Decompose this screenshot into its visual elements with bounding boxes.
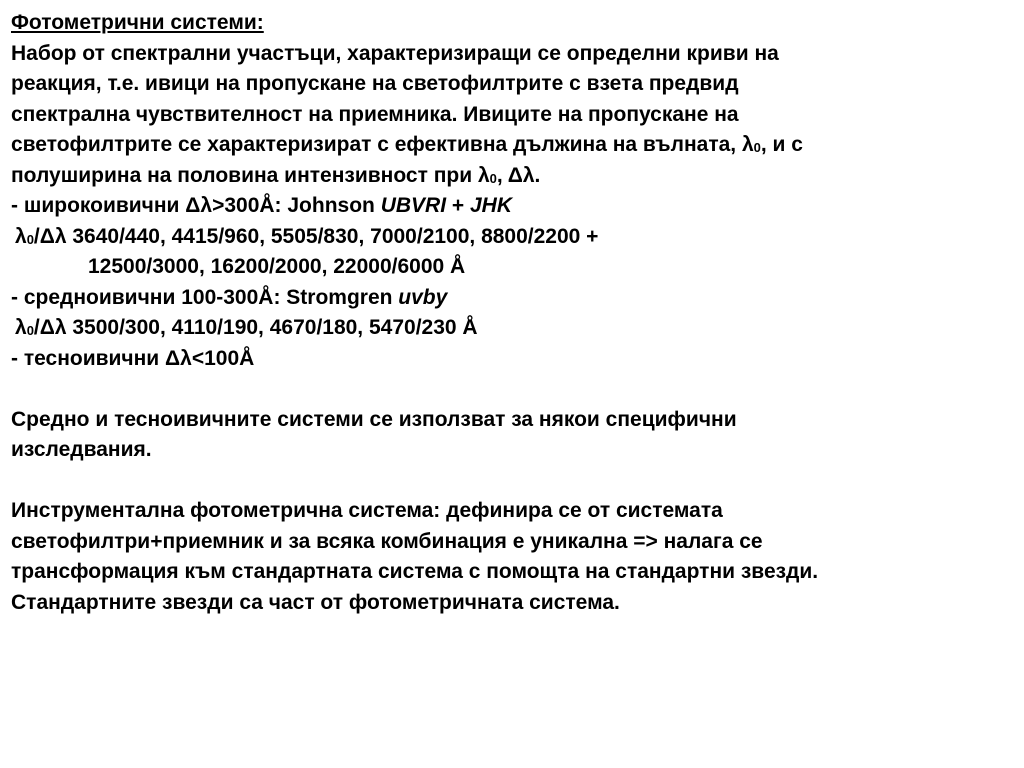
intro-line-2: реакция, т.е. ивици на пропускане на светофилтрите с взета предвид: [11, 72, 739, 95]
spacer: [11, 374, 1016, 405]
paragraph2-line-2: изследвания.: [11, 438, 152, 461]
broadband-lambda: λ: [15, 224, 27, 248]
paragraph2-line-1: Средно и тесноивичните системи се използват за някои специфични: [11, 407, 737, 431]
spacer: [11, 466, 1016, 497]
mediumband-text: - средноивични 100-300Å: Stromgren: [11, 285, 399, 309]
mediumband-lambda: λ: [15, 316, 27, 339]
intro-line-5-tail: , Δλ.: [496, 163, 541, 187]
paragraph3-line-3: трансформация към стандартната система с помощта на стандартни звезди.: [11, 560, 819, 583]
narrowband-line: - тесноивични Δλ<100Å: [11, 346, 255, 370]
slide-content: [11, 8, 1016, 618]
mediumband-values: /Δλ 3500/300, 4110/190, 4670/180, 5470/230 Å: [33, 316, 478, 339]
intro-line-5-text: полуширина на половина интензивност при λ: [11, 163, 490, 187]
broadband-values-1: /Δλ 3640/440, 4415/960, 5505/830, 7000/2100, 8800/2200 +: [33, 224, 599, 248]
paragraph3-line-1: Инструментална фотометрична система: дефинира се от системата: [11, 499, 723, 522]
intro-line-4-text: светофилтрите се характеризират с ефективна дължина на вълната, λ: [11, 133, 754, 156]
broadband-text: - широкоивични Δλ>300Å: Johnson: [11, 194, 381, 217]
lambda-subscript: 0: [26, 231, 34, 247]
broadband-system-ubvri: UBVRI: [380, 194, 447, 217]
broadband-values-line-1: [11, 222, 1016, 253]
intro-line-4-tail: , и с: [760, 133, 803, 156]
lambda-subscript: 0: [489, 170, 497, 186]
broadband-values-line-2: 12500/3000, 16200/2000, 22000/6000 Å: [88, 255, 466, 278]
broadband-line: [11, 191, 1016, 222]
mediumband-values-line: [11, 313, 1016, 344]
mediumband-line: [11, 283, 1016, 314]
broadband-plus: +: [446, 194, 470, 217]
intro-line-4: [11, 130, 1016, 161]
slide-title: Фотометрични системи:: [11, 11, 264, 34]
lambda-subscript: 0: [753, 140, 761, 155]
intro-line-5: [11, 161, 1016, 192]
paragraph3-line-4: Стандартните звезди са част от фотометричната система.: [11, 590, 620, 614]
intro-line-1: Набор от спектрални участъци, характеризиращи се определни криви на: [11, 41, 779, 65]
lambda-subscript: 0: [26, 323, 34, 338]
broadband-system-jhk: JHK: [470, 194, 513, 217]
mediumband-system-uvby: uvby: [398, 285, 448, 309]
paragraph3-line-2: светофилтри+приемник и за всяка комбинация е уникална => налага се: [11, 529, 763, 553]
intro-line-3: спектрална чувствителност на приемника. Ивиците на пропускане на: [11, 102, 739, 126]
